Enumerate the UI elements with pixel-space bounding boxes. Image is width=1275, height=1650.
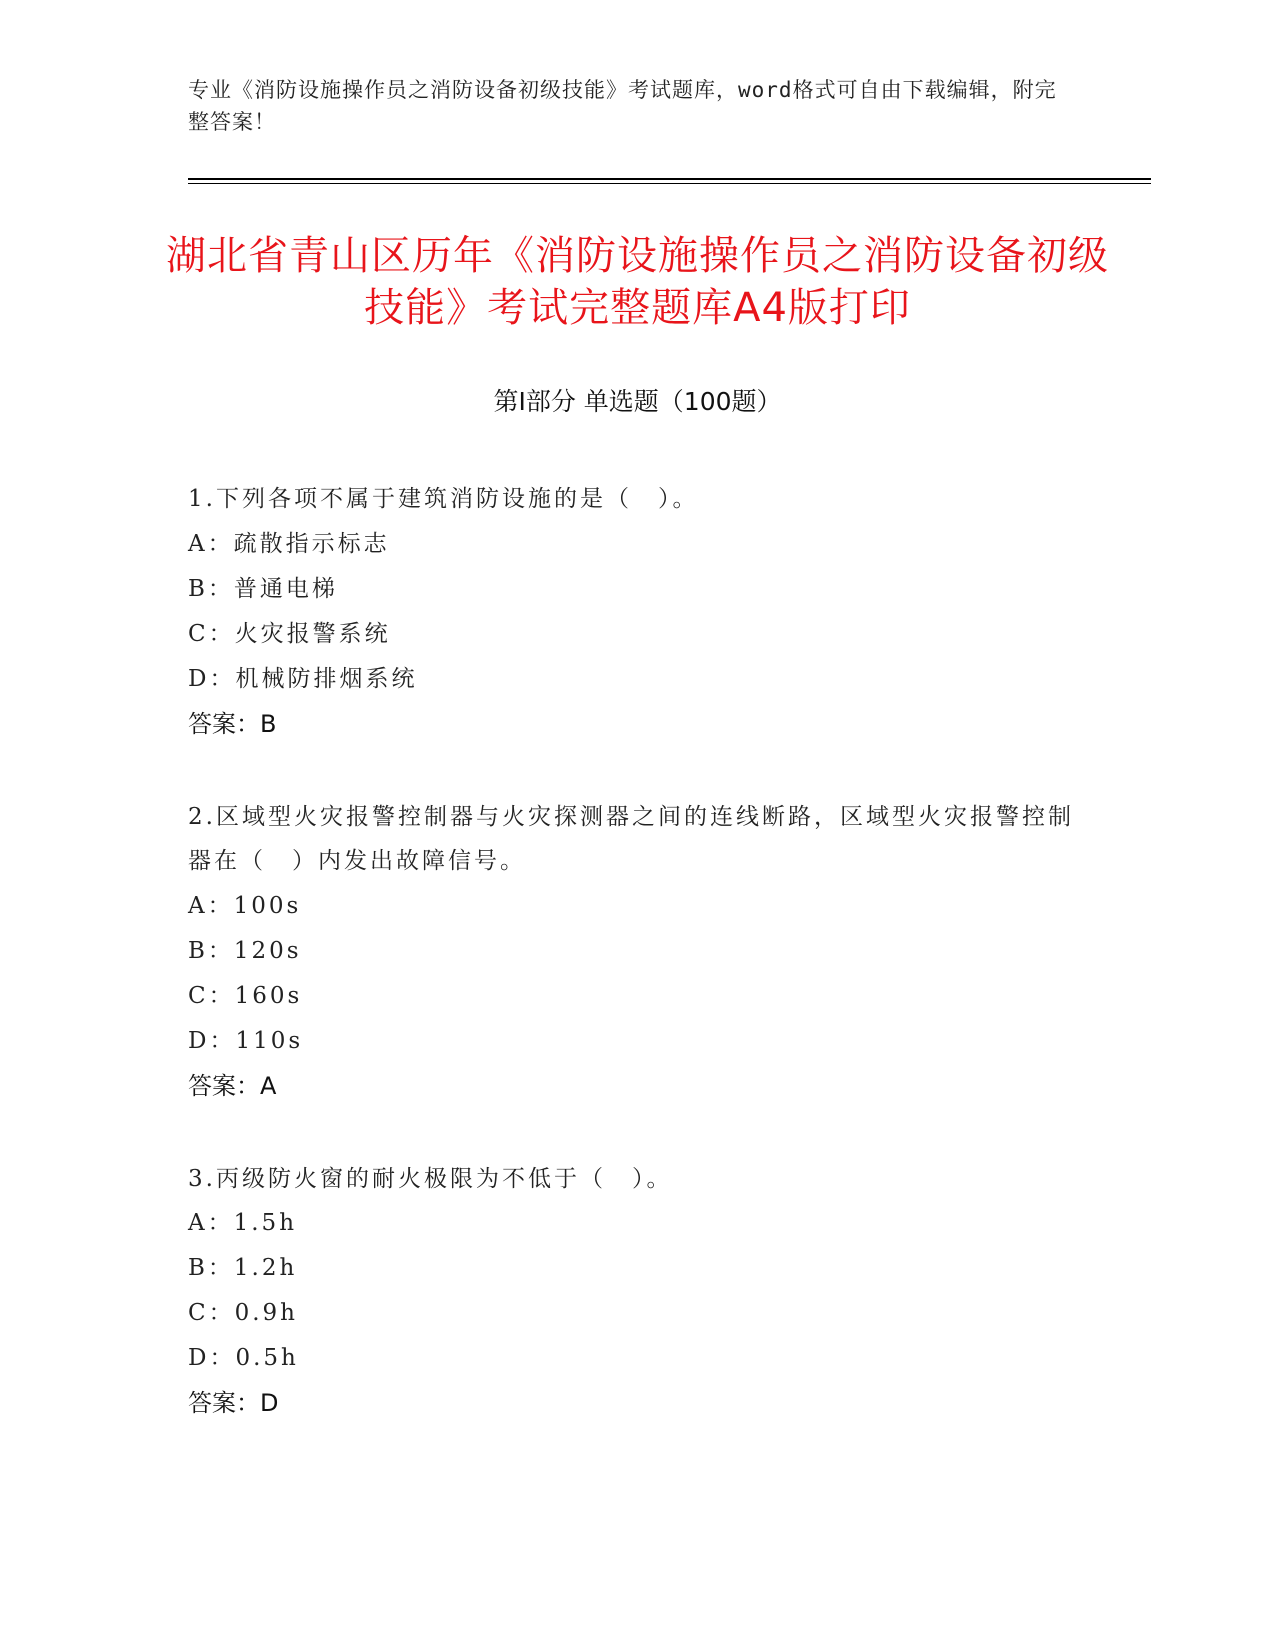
- option-c: C：火灾报警系统: [188, 620, 391, 647]
- question-1: [188, 477, 1088, 747]
- answer: 答案：D: [188, 1389, 279, 1417]
- option-d: D：机械防排烟系统: [188, 665, 418, 692]
- option-c: C：0.9h: [188, 1300, 298, 1326]
- section-heading: 第Ⅰ部分 单选题（100题）: [493, 387, 782, 416]
- option-d: D：0.5h: [188, 1345, 299, 1371]
- question-list: [188, 477, 1088, 1474]
- question-stem: 1.下列各项不属于建筑消防设施的是（ ）。: [188, 486, 699, 512]
- option-b: B：普通电梯: [188, 575, 338, 602]
- answer: 答案：B: [188, 709, 277, 738]
- option-c: C：160s: [188, 982, 303, 1009]
- question-3: [188, 1157, 1088, 1427]
- option-b: B：1.2h: [188, 1255, 298, 1281]
- document-title: 湖北省青山区历年《消防设施操作员之消防设备初级技能》考试完整题库A4版打印: [166, 233, 1109, 331]
- option-d: D：110s: [188, 1027, 304, 1054]
- option-a: A：疏散指示标志: [188, 530, 390, 557]
- header-rule-thin: [188, 183, 1151, 184]
- option-a: A：1.5h: [188, 1210, 298, 1236]
- option-a: A：100s: [188, 892, 302, 919]
- header-rule-thick: [188, 178, 1151, 180]
- question-stem: 2.区域型火灾报警控制器与火灾探测器之间的连线断路，区域型火灾报警控制器在（ ）内发出故障信号。: [188, 803, 1074, 874]
- header-note: 专业《消防设施操作员之消防设备初级技能》考试题库，word格式可自由下载编辑，附完整答案！: [188, 78, 1057, 134]
- question-2: [188, 795, 1088, 1109]
- answer: 答案：A: [188, 1071, 277, 1100]
- question-stem: 3.丙级防火窗的耐火极限为不低于（ ）。: [188, 1165, 673, 1192]
- option-b: B：120s: [188, 937, 302, 964]
